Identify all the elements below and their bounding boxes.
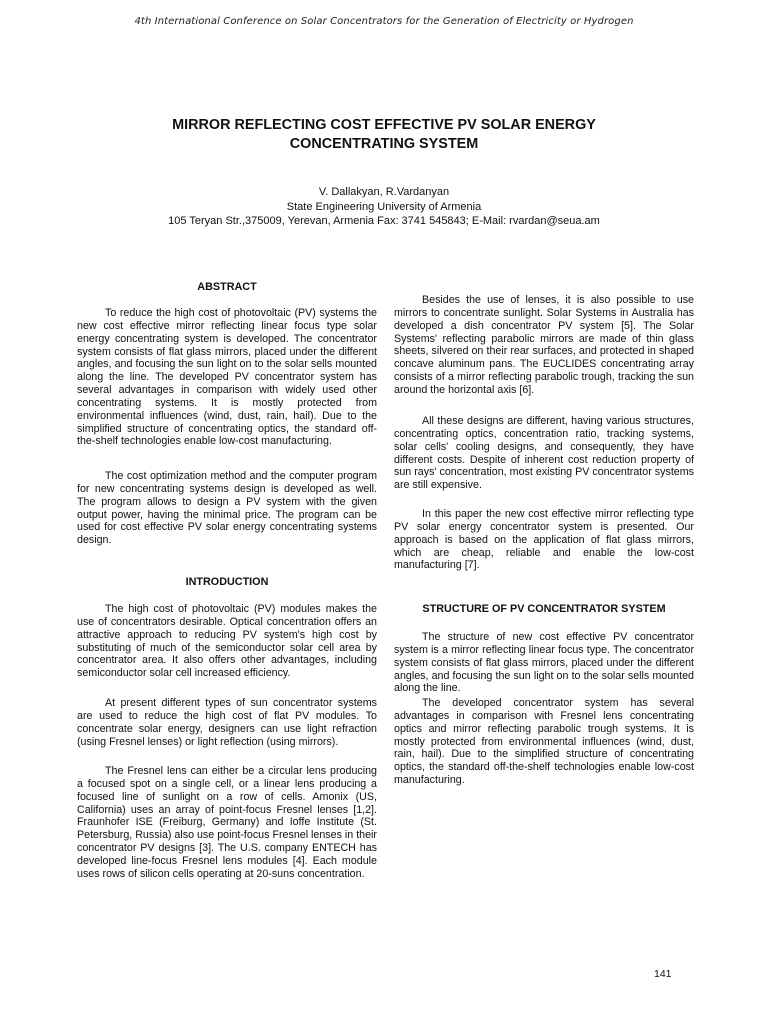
page-number: 141 [654, 968, 672, 980]
paper-title-line-2: CONCENTRATING SYSTEM [289, 136, 479, 152]
introduction-paragraph: The high cost of photovoltaic (PV) modules makes the use of concentrators desirable. Optical concentration offers an attractive approach to reducing PV system's high cost by substituting of much of the semiconductor solar cell area by concentrator area. It also offers other advantages, including semiconductor solar cell increased efficiency. [77, 603, 377, 680]
abstract-paragraph: To reduce the high cost of photovoltaic (PV) systems the new cost effective mirror reflecting linear focus type solar energy concentrating system is developed. The concentrator system consists of flat glass mirrors, placed under the different angles, and focusing the sun light on to the solar sells mounted along the line. The developed PV concentrator system has several advantages in comparison with widely used other concentrating systems. It is mostly protected from environmental influences (wind, dust, rain, hail). Due to the simplified structure of concentrating optics, the standard off-the-shelf technologies enable low-cost manufacturing. [77, 307, 377, 448]
author-names: V. Dallakyan, R.Vardanyan [318, 186, 450, 198]
structure-paragraph: The developed concentrator system has several advantages in comparison with Fresnel lens concentrating optics and mirror reflecting parabolic trough systems. It is mostly protected from environmental influences (wind, dust, rain, hail). Due to the simplified structure of concentrating optics, the standard off-the-shelf technologies enable low-cost manufacturing. [394, 697, 694, 787]
abstract-paragraph: The cost optimization method and the computer program for new concentrating systems design is developed as well. The program allows to design a PV system with the given output power, having the minimal price. The program can be used for cost effective PV solar energy concentrating systems design. [77, 470, 377, 547]
author-address: 105 Teryan Str.,375009, Yerevan, Armenia Fax: 3741 545843; E-Mail: rvardan@seua.am [168, 215, 600, 227]
abstract-heading: ABSTRACT [197, 281, 257, 293]
introduction-paragraph: The Fresnel lens can either be a circular lens producing a focused spot on a single cell, or a linear lens producing a focused line of sunlight on a row of cells. Amonix (US, California) uses an array of point-focus Fresnel lenses [1,2]. Fraunhofer ISE (Freiburg, Germany) and Ioffe Institute (St. Petersburg, Russia) also use point-focus Fresnel lenses in their concentrator PV designs [3]. The U.S. company ENTECH has developed line-focus Fresnel lens modules [4]. Each module uses rows of silicon cells operating at 20-suns concentration. [77, 765, 377, 880]
body-paragraph: Besides the use of lenses, it is also possible to use mirrors to concentrate sunlight. Solar Systems in Australia has developed a dish concentrator PV system [5]. The Solar Systems' reflecting parabolic mirrors are made of thin glass sheets, silvered on their rear surfaces, and protected in shaped concave aluminum pans. The EUCLIDES concentrating array consists of a mirror reflecting parabolic trough, tracking the sun around the horizontal axis [6]. [394, 294, 694, 396]
author-affiliation: State Engineering University of Armenia [286, 200, 482, 213]
introduction-paragraph: At present different types of sun concentrator systems are used to reduce the high cost of flat PV modules. To concentrate solar energy, designers can use light refraction (using Fresnel lenses) or light reflection (using mirrors). [77, 697, 377, 748]
author-block [0, 185, 768, 229]
structure-paragraph: The structure of new cost effective PV concentrator system is a mirror reflecting linear focus type. The concentrator system consists of flat glass mirrors, placed under the different angles, and focusing the sun light on to the solar sells mounted along the line. [394, 631, 694, 695]
conference-header: 4th International Conference on Solar Concentrators for the Generation of Electricity or Hydrogen [134, 16, 634, 27]
body-paragraph: All these designs are different, having various structures, concentrating optics, concentration ratio, tracking systems, solar cells' cooling designs, and consequently, they have different costs. Despite of inherent cost reduction property of sun rays' concentration, most existing PV concentrator systems are still expensive. [394, 415, 694, 492]
structure-heading: STRUCTURE OF PV CONCENTRATOR SYSTEM [422, 603, 666, 615]
introduction-heading: INTRODUCTION [185, 576, 269, 588]
paper-title-line-1: MIRROR REFLECTING COST EFFECTIVE PV SOLAR ENERGY [172, 117, 596, 133]
paper-title [60, 116, 708, 154]
body-paragraph: In this paper the new cost effective mirror reflecting type PV solar energy concentrator system is presented. Our approach is based on the application of flat glass mirrors, which are cheap, reliable and enable the low-cost manufacturing [7]. [394, 508, 694, 572]
